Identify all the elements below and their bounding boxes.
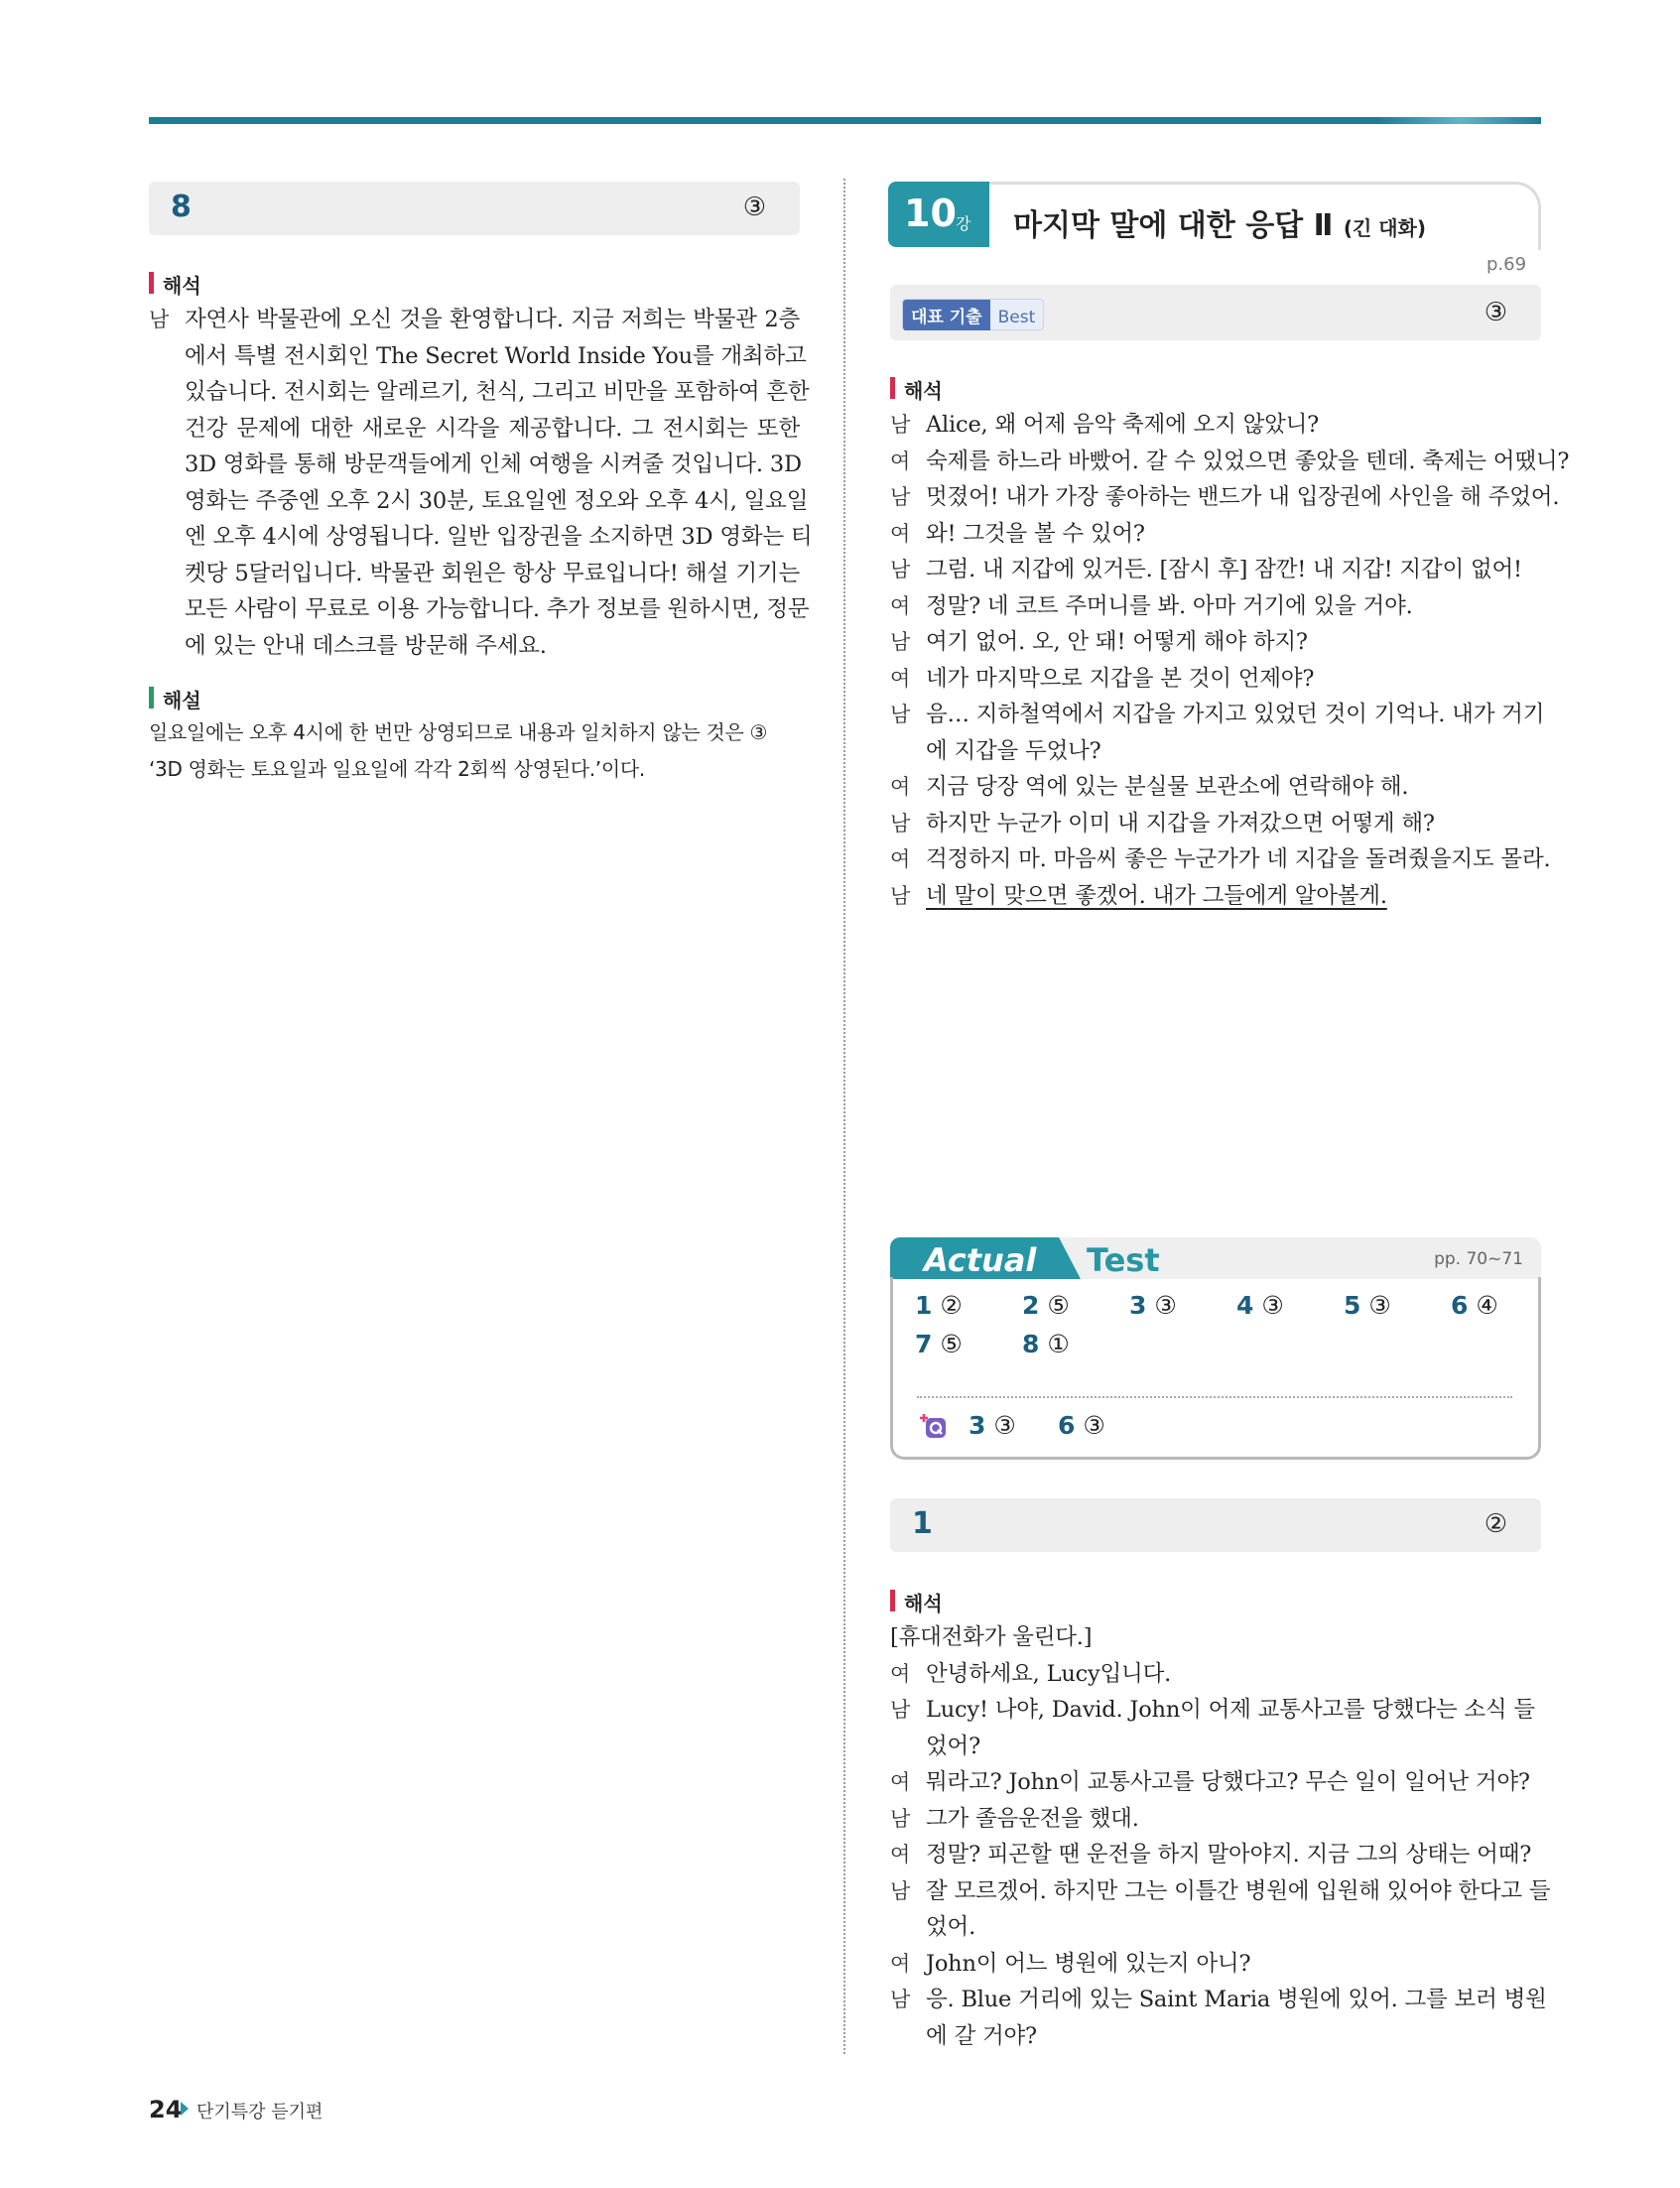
actual-test-header <box>890 1237 1541 1279</box>
stage-direction: [휴대전화가 울린다.] <box>890 1624 1093 1650</box>
dialog-line: 남 응. Blue 거리에 있는 Saint Maria 병원에 있어. 그를 보러 병원 <box>890 1987 1547 2012</box>
top-rule-decoration <box>1379 117 1541 124</box>
dialog-line: 여 걱정하지 마. 마음씨 좋은 누군가가 네 지갑을 돌려줬을지도 몰라. <box>890 846 1551 872</box>
best-badge: 대표 기출 Best <box>902 299 1044 330</box>
dialog-line: 여 John이 어느 병원에 있는지 아니? <box>890 1950 1251 1977</box>
plus-question-icon <box>919 1412 949 1442</box>
rep-dialog <box>890 407 1570 914</box>
lesson-subtitle: (긴 대화) <box>1343 216 1427 240</box>
footer-arrow-icon <box>181 2102 189 2116</box>
answer-item: 2 ⑤ <box>1022 1291 1070 1320</box>
left-translation <box>149 302 813 664</box>
answer-item: 7 ⑤ <box>915 1330 963 1358</box>
dialog-line: 남 잘 모르겠어. 하지만 그는 이틀간 병원에 입원해 있어야 한다고 들 <box>890 1877 1551 1904</box>
answer-item: 1 ② <box>915 1291 963 1320</box>
translation-line: 에 있는 안내 데스크를 방문해 주세요. <box>185 632 547 659</box>
dialog-line: 남 하지만 누군가 이미 내 지갑을 가져갔으면 어떻게 해? <box>890 810 1435 837</box>
dialog-line: 남 여기 없어. 오, 안 돼! 어떻게 해야 하지? <box>890 629 1308 655</box>
actual-label: Actual <box>924 1241 1037 1279</box>
dialog-line: 남 Alice, 왜 어제 음악 축제에 오지 않았니? <box>890 412 1320 438</box>
page-number: 24 <box>149 2096 183 2124</box>
representative-question-bar <box>890 285 1541 340</box>
top-rule <box>149 117 1541 124</box>
translation-label: 해석 <box>890 375 943 404</box>
column-divider <box>843 179 845 2054</box>
explanation-line: ‘3D 영화는 토요일과 일요일에 각각 2회씩 상영된다.’이다. <box>149 757 645 781</box>
explanation-text <box>149 714 800 788</box>
dialog-line: 여 숙제를 하느라 바빴어. 갈 수 있었으면 좋았을 텐데. 축제는 어땠니? <box>890 448 1570 474</box>
answer-item: 5 ③ <box>1344 1291 1391 1320</box>
dialog-line: 여 안녕하세요, Lucy입니다. <box>890 1660 1172 1687</box>
page-reference: p.69 <box>1486 254 1527 275</box>
translation-label: 해석 <box>149 270 201 299</box>
lesson-number-box <box>888 182 989 247</box>
dialog-line-continued: 에 지갑을 두었나? <box>926 737 1101 764</box>
translation-line: 남 자연사 박물관에 오신 것을 환영합니다. 지금 저희는 박물관 2층 <box>149 302 800 338</box>
dialog-line: 여 정말? 네 코트 주머니를 봐. 아마 거기에 있을 거야. <box>890 592 1413 619</box>
dialog-line: 남 그럼. 내 지갑에 있거든. [잠시 후] 잠깐! 내 지갑! 지갑이 없어! <box>890 557 1522 582</box>
page-range: pp. 70~71 <box>1434 1249 1523 1269</box>
translation-label: 해석 <box>890 1588 943 1616</box>
book-title: 단기특강 듣기편 <box>196 2102 323 2123</box>
lesson-unit: 강 <box>956 214 971 233</box>
translation-line: 영화는 주중엔 오후 2시 30분, 토요일엔 정오와 오후 4시, 일요일 <box>185 487 809 514</box>
dialog-line: 여 지금 당장 역에 있는 분실물 보관소에 연락해야 해. <box>890 774 1409 800</box>
translation-line: 켓당 5달러입니다. 박물관 회원은 항상 무료입니다! 해설 기기는 <box>185 560 800 586</box>
dialog-line-continued: 었어? <box>926 1733 980 1759</box>
q1-dialog <box>890 1619 1551 2054</box>
translation-line: 건강 문제에 대한 새로운 시각을 제공합니다. 그 전시회는 또한 <box>185 415 800 442</box>
plus-answer-item: 3 ③ <box>969 1411 1016 1440</box>
dialog-line: 여 뭐라고? John이 교통사고를 당했다고? 무슨 일이 일어난 거야? <box>890 1769 1530 1795</box>
dialog-line: 남 그가 졸음운전을 했대. <box>890 1805 1139 1832</box>
dialog-line-continued: 었어. <box>926 1914 976 1940</box>
lesson-header <box>888 182 1541 247</box>
lesson-number: 10 <box>904 192 957 235</box>
actual-test-answers <box>890 1277 1541 1460</box>
dialog-line-continued: 에 갈 거야? <box>926 2022 1037 2049</box>
explanation-line: 일요일에는 오후 4시에 한 번만 상영되므로 내용과 일치하지 않는 것은 ③ <box>149 720 768 744</box>
dialog-line: 남 Lucy! 나야, David. John이 어제 교통사고를 당했다는 소식 들 <box>890 1697 1535 1723</box>
question-1-bar <box>890 1498 1541 1552</box>
answer-item: 6 ④ <box>1451 1291 1498 1320</box>
answer-underline: 네 말이 맞으면 좋겠어. 내가 그들에게 알아볼게. <box>926 882 1387 909</box>
question-number: 1 <box>912 1506 933 1541</box>
plus-answer-item: 6 ③ <box>1058 1411 1105 1440</box>
lesson-title: 마지막 말에 대한 응답 Ⅱ (긴 대화) <box>1013 208 1427 243</box>
translation-line: 3D 영화를 통해 방문객들에게 인체 여행을 시켜줄 것입니다. 3D <box>185 451 802 477</box>
dialog-line: 남 멋졌어! 내가 가장 좋아하는 밴드가 내 입장권에 사인을 해 주었어. <box>890 484 1560 510</box>
dialog-line: 여 와! 그것을 볼 수 있어? <box>890 520 1145 547</box>
speaker-label: 남 <box>149 308 170 331</box>
answer-item: 3 ③ <box>1129 1291 1177 1320</box>
dialog-line: 여 네가 마지막으로 지갑을 본 것이 언제야? <box>890 665 1315 692</box>
test-label: Test <box>1087 1241 1160 1279</box>
translation-line: 있습니다. 전시회는 알레르기, 천식, 그리고 비만을 포함하여 흔한 <box>185 379 810 405</box>
question-answer: ③ <box>742 193 766 222</box>
answer-item: 4 ③ <box>1236 1291 1284 1320</box>
translation-line: 엔 오후 4시에 상영됩니다. 일반 입장권을 소지하면 3D 영화는 티 <box>185 524 813 550</box>
actual-test-box <box>890 1237 1541 1460</box>
dialog-line: 남 음… 지하철역에서 지갑을 가지고 있었던 것이 기억나. 내가 거기 <box>890 702 1545 727</box>
question-8-bar <box>149 182 800 235</box>
question-number: 8 <box>171 190 192 224</box>
dialog-line: 여 정말? 피곤할 땐 운전을 하지 말아야지. 지금 그의 상태는 어때? <box>890 1842 1532 1867</box>
translation-line: 에서 특별 전시회인 The Secret World Inside You를 개최하고 <box>185 342 807 369</box>
dotted-divider <box>917 1396 1512 1398</box>
question-answer: ② <box>1484 1509 1507 1539</box>
dialog-line-answer: 남 네 말이 맞으면 좋겠어. 내가 그들에게 알아볼게. <box>890 882 1387 909</box>
answer-item: 8 ① <box>1022 1330 1070 1358</box>
explanation-label: 해설 <box>149 685 201 713</box>
lesson-title-box <box>989 182 1541 250</box>
question-answer: ③ <box>1484 298 1507 327</box>
translation-line: 모든 사람이 무료로 이용 가능합니다. 추가 정보를 원하시면, 정문 <box>185 596 810 622</box>
